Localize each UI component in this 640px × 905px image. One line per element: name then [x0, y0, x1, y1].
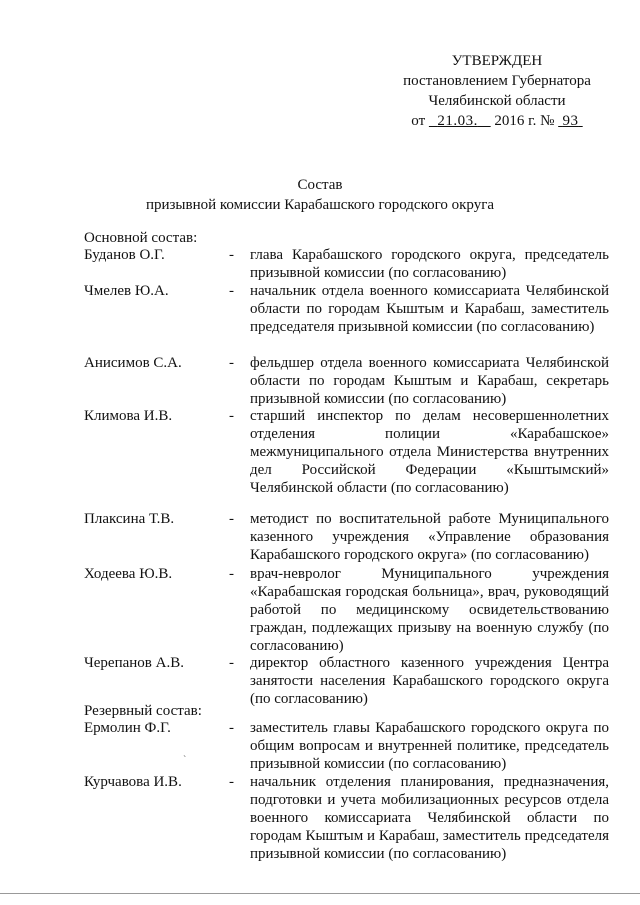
member-name: Курчавова И.В. [84, 774, 182, 790]
approval-number: 93 [562, 113, 579, 129]
approval-line-2: Челябинской области [428, 93, 566, 109]
member-name: Чмелев Ю.А. [84, 283, 169, 299]
member-role: фельдшер отдела военного комиссариата Челябинской области по городам Кыштым и Карабаш, секретарь призывной комиссии (по согласованию) [250, 355, 609, 407]
date-prefix: от [411, 113, 426, 129]
page-edge-line [0, 893, 640, 894]
document-heading [0, 176, 640, 216]
reserve-section-label: Резервный состав: [84, 703, 202, 719]
approval-block [372, 52, 622, 132]
member-dash: - [229, 774, 234, 790]
member-role: начальник отдела военного комиссариата Челябинской области по городам Кыштым и Карабаш, заместитель председателя призывной комиссии (по согласованию) [250, 283, 609, 335]
member-role: заместитель главы Карабашского городского округа по общим вопросам и внутренней политике, председатель призывной комиссии (по согласованию) [250, 720, 609, 772]
member-name: Анисимов С.А. [84, 355, 182, 371]
approval-title: УТВЕРЖДЕН [451, 53, 543, 69]
member-role: старший инспектор по делам несовершеннолетних отделения полиции «Карабашское» межмуниципального отдела Министерства внутренних дел Российской Федерации «Кыштымский» Челябинской области (по согласованию) [250, 408, 609, 496]
approval-date-line [372, 112, 622, 132]
member-role: директор областного казенного учреждения Центра занятости населения Карабашского городского округа (по согласованию) [250, 655, 609, 707]
heading-title: Состав [297, 177, 343, 193]
member-dash: - [229, 655, 234, 671]
member-dash: - [229, 247, 234, 263]
member-name: Ермолин Ф.Г. [84, 720, 171, 736]
member-dash: - [229, 408, 234, 424]
approval-line-1: постановлением Губернатора [403, 73, 591, 89]
main-section-label: Основной состав: [84, 230, 198, 246]
member-dash: - [229, 720, 234, 736]
member-role: глава Карабашского городского округа, председатель призывной комиссии (по согласованию) [250, 247, 609, 281]
member-name: Плаксина Т.В. [84, 511, 175, 527]
member-dash: - [229, 355, 234, 371]
approval-date: 21.03. [437, 113, 478, 129]
member-role: начальник отделения планирования, предназначения, подготовки и учета мобилизационных ресурсов отдела военного комиссариата Челябинской области по городам Кыштым и Карабаш, заместитель председателя призывной комиссии (по согласованию) [250, 774, 609, 862]
member-name: Черепанов А.В. [84, 655, 184, 671]
member-name: Буданов О.Г. [84, 247, 165, 263]
member-role: врач-невролог Муниципального учреждения «Карабашская городская больница», врач, руководящий работой по медицинскому освидетельствованию граждан, подлежащих призыву на военную службу (по согласованию) [250, 566, 609, 654]
member-role: методист по воспитательной работе Муниципального казенного учреждения «Управление образования Карабашского городского округа» (по согласованию) [250, 511, 609, 563]
scan-speck: ` [183, 755, 187, 766]
heading-subtitle: призывной комиссии Карабашского городского округа [145, 197, 495, 213]
member-dash: - [229, 566, 234, 582]
member-name: Ходеева Ю.В. [84, 566, 173, 582]
member-dash: - [229, 283, 234, 299]
member-name: Климова И.В. [84, 408, 173, 424]
member-dash: - [229, 511, 234, 527]
year-text: 2016 г. № [494, 113, 555, 129]
